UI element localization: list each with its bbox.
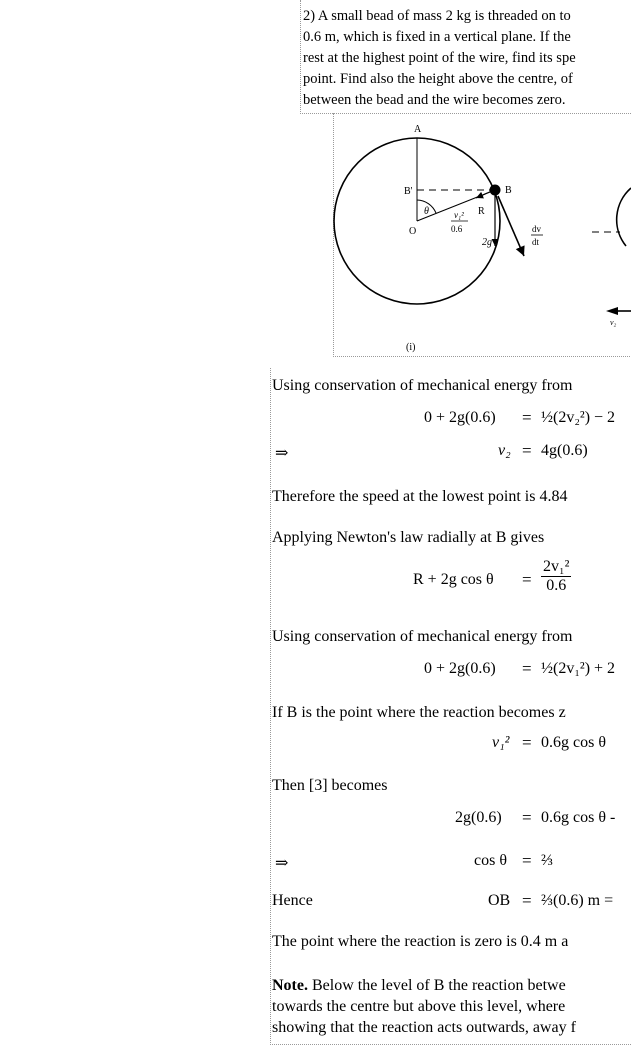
label-b: B <box>505 185 512 196</box>
label-o: O <box>409 226 417 237</box>
label-0-6: 0.6 <box>451 224 463 234</box>
label-dt: dt <box>532 237 540 247</box>
wire-circle-2 <box>617 188 631 246</box>
eq2-rhs: 4g(0.6) <box>541 442 588 459</box>
eq7-equals: = <box>522 851 532 870</box>
solution-line-4: Using conservation of mechanical energy from <box>272 628 573 645</box>
note-label: Note. <box>272 977 308 994</box>
eq8-lhs: OB <box>488 892 511 909</box>
eq8-equals: = <box>522 891 532 910</box>
solution-line-1: Using conservation of mechanical energy from <box>272 377 573 394</box>
eq4-equals: = <box>522 659 532 678</box>
eq3-equals: = <box>522 570 532 589</box>
eq5-rhs: 0.6g cos θ <box>541 734 606 751</box>
note-line-3: showing that the reaction acts outwards, away f <box>272 1019 576 1036</box>
note-text-1: Below the level of B the reaction betwe <box>311 977 566 994</box>
solution-line-3: Applying Newton's law radially at B gives <box>272 529 545 546</box>
eq2-equals: = <box>522 441 532 460</box>
eq3-denominator: 0.6 <box>546 577 567 594</box>
eq6-lhs: 2g(0.6) <box>455 809 502 826</box>
eq4-lhs: 0 + 2g(0.6) <box>424 660 496 677</box>
eq5-lhs: v₁² <box>492 734 510 751</box>
question-line-4: point. Find also the height above the centre, of <box>303 71 573 87</box>
label-a: A <box>414 124 422 135</box>
question-line-5: between the bead and the wire becomes zero. <box>303 92 566 108</box>
note-line-1 <box>272 977 566 995</box>
solution-line-5: If B is the point where the reaction becomes z <box>272 704 566 721</box>
eq5-equals: = <box>522 733 532 752</box>
eq8-rhs: ⅔(0.6) m = <box>541 892 614 909</box>
eq6-rhs: 0.6g cos θ - <box>541 809 616 826</box>
bead <box>490 185 501 196</box>
note-line-2: towards the centre but above this level, where <box>272 998 566 1015</box>
eq7-rhs: ⅔ <box>541 852 553 869</box>
solution-line-7: The point where the reaction is zero is 0.4 m a <box>272 933 569 950</box>
eq3-numerator: 2v₁² <box>543 558 570 575</box>
figure-caption: (i) <box>406 342 416 353</box>
eq3-fraction <box>541 558 571 595</box>
label-r: R <box>478 206 485 217</box>
eq1-rhs: ½(2v₂²) − 2 <box>541 409 616 426</box>
label-2g: 2g <box>482 237 492 248</box>
eq2-lhs: v₂ <box>498 442 511 459</box>
eq1-lhs: 0 + 2g(0.6) <box>424 409 496 426</box>
question-line-3: rest at the highest point of the wire, find its spe <box>303 50 576 66</box>
eq1-equals: = <box>522 408 532 427</box>
eq6-equals: = <box>522 808 532 827</box>
solution-line-6: Then [3] becomes <box>272 777 388 794</box>
eq4-rhs: ½(2v₁²) + 2 <box>541 660 616 677</box>
question-line-2: 0.6 m, which is fixed in a vertical plane. If the <box>303 29 571 45</box>
label-v1sq: v₁² <box>454 210 464 220</box>
solution-line-2: Therefore the speed at the lowest point is 4.84 <box>272 488 568 505</box>
eq3-lhs: R + 2g cos θ <box>413 571 494 588</box>
figure-diagram <box>320 118 631 356</box>
eq7-lhs: cos θ <box>474 852 507 869</box>
label-theta: θ <box>424 206 429 217</box>
question-line-1: 2) A small bead of mass 2 kg is threaded on to <box>303 8 571 24</box>
label-v2: v₂ <box>610 318 617 327</box>
hence-label: Hence <box>272 892 313 909</box>
label-b-prime: B' <box>404 186 413 197</box>
label-dv: dv <box>532 224 541 234</box>
implies-arrow: ⇒ <box>275 445 289 462</box>
implies-arrow-2: ⇒ <box>275 855 289 872</box>
